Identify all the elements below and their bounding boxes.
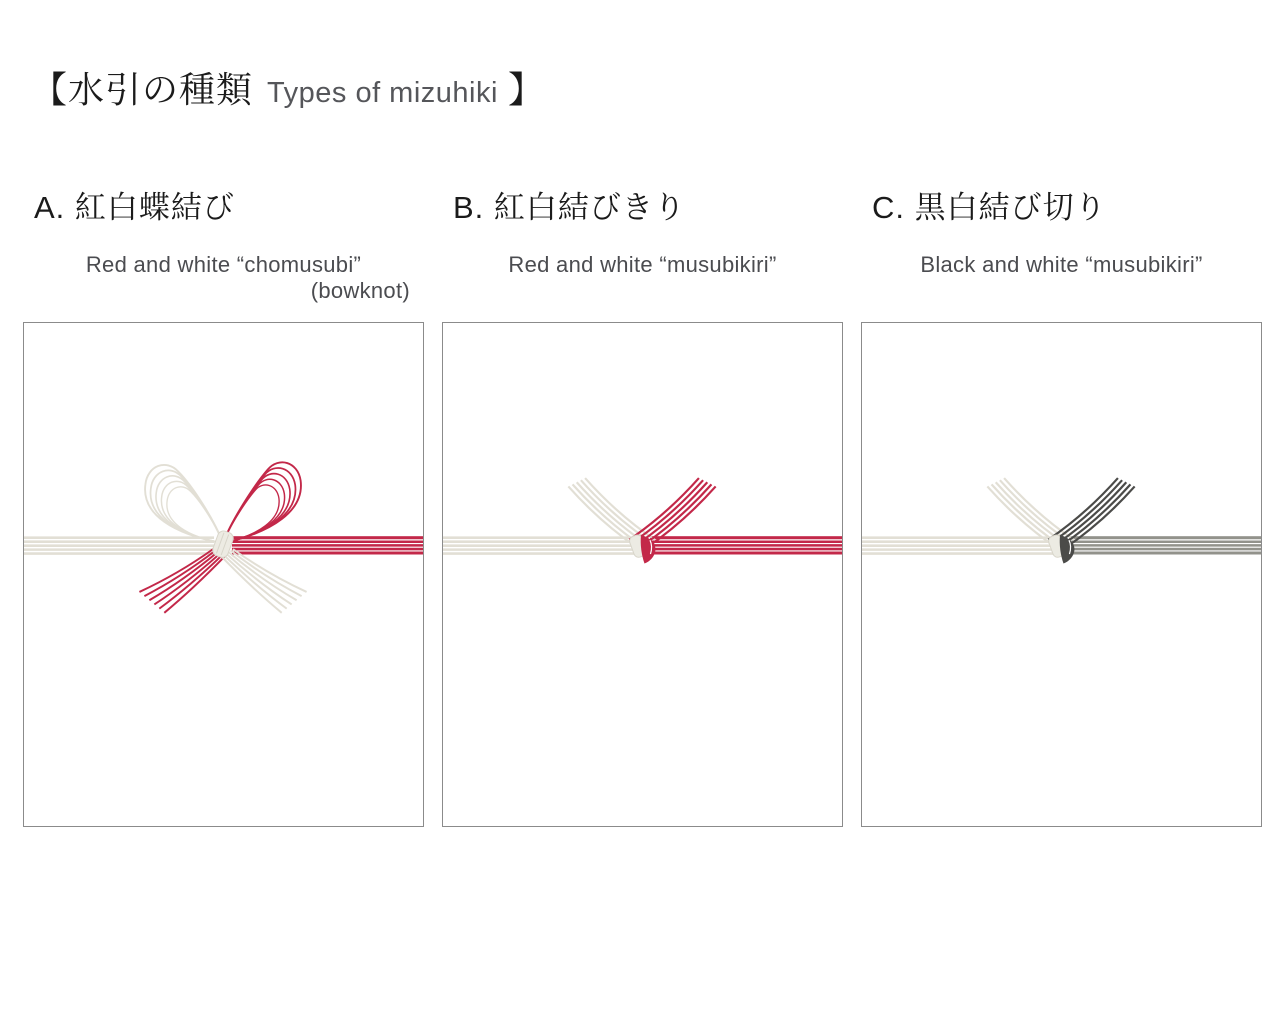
- card-c-musubikiri-black: [861, 322, 1262, 827]
- red-tails: [139, 549, 225, 613]
- white-band-left: [443, 538, 634, 554]
- white-band-left: [24, 538, 214, 554]
- card-a-bowknot: [23, 322, 424, 827]
- section-c-heading: C. 黒白結び切り: [872, 190, 1107, 225]
- page-title-english: Types of mizuhiki: [267, 77, 498, 109]
- white-loop: [145, 465, 223, 543]
- section-a-subtitle-line2: (bowknot): [310, 278, 410, 303]
- red-band-right: [232, 536, 423, 554]
- page-title-japanese: 【水引の種類: [31, 69, 254, 110]
- page-title-close-bracket: 】: [507, 69, 544, 110]
- section-a-chomusubi: [23, 190, 424, 827]
- section-c-subtitle: [861, 252, 1262, 314]
- section-b-subtitle: [442, 252, 843, 314]
- section-a-heading: A. 紅白蝶結び: [34, 190, 235, 225]
- white-band-left: [862, 538, 1053, 554]
- section-c-musubikiri-black: [861, 190, 1262, 827]
- section-c-subtitle-line1: Black and white “musubikiri”: [920, 252, 1203, 277]
- mizuhiki-columns: [23, 190, 1262, 827]
- section-a-subtitle-line1: Red and white “chomusubi”: [85, 252, 362, 277]
- red-white-musubikiri-illustration: [443, 323, 842, 826]
- section-b-heading: B. 紅白結びきり: [453, 190, 686, 225]
- red-white-bowknot-illustration: [24, 323, 423, 826]
- section-a-subtitle: [23, 252, 424, 314]
- section-b-musubikiri-red: [442, 190, 843, 827]
- card-b-musubikiri-red: [442, 322, 843, 827]
- gray-band-right: [1069, 536, 1261, 554]
- page-title: [31, 62, 544, 113]
- red-loop: [223, 462, 301, 543]
- black-white-musubikiri-illustration: [862, 323, 1261, 826]
- section-b-subtitle-line1: Red and white “musubikiri”: [508, 252, 777, 277]
- red-band-right: [650, 536, 842, 554]
- white-tails: [221, 549, 307, 613]
